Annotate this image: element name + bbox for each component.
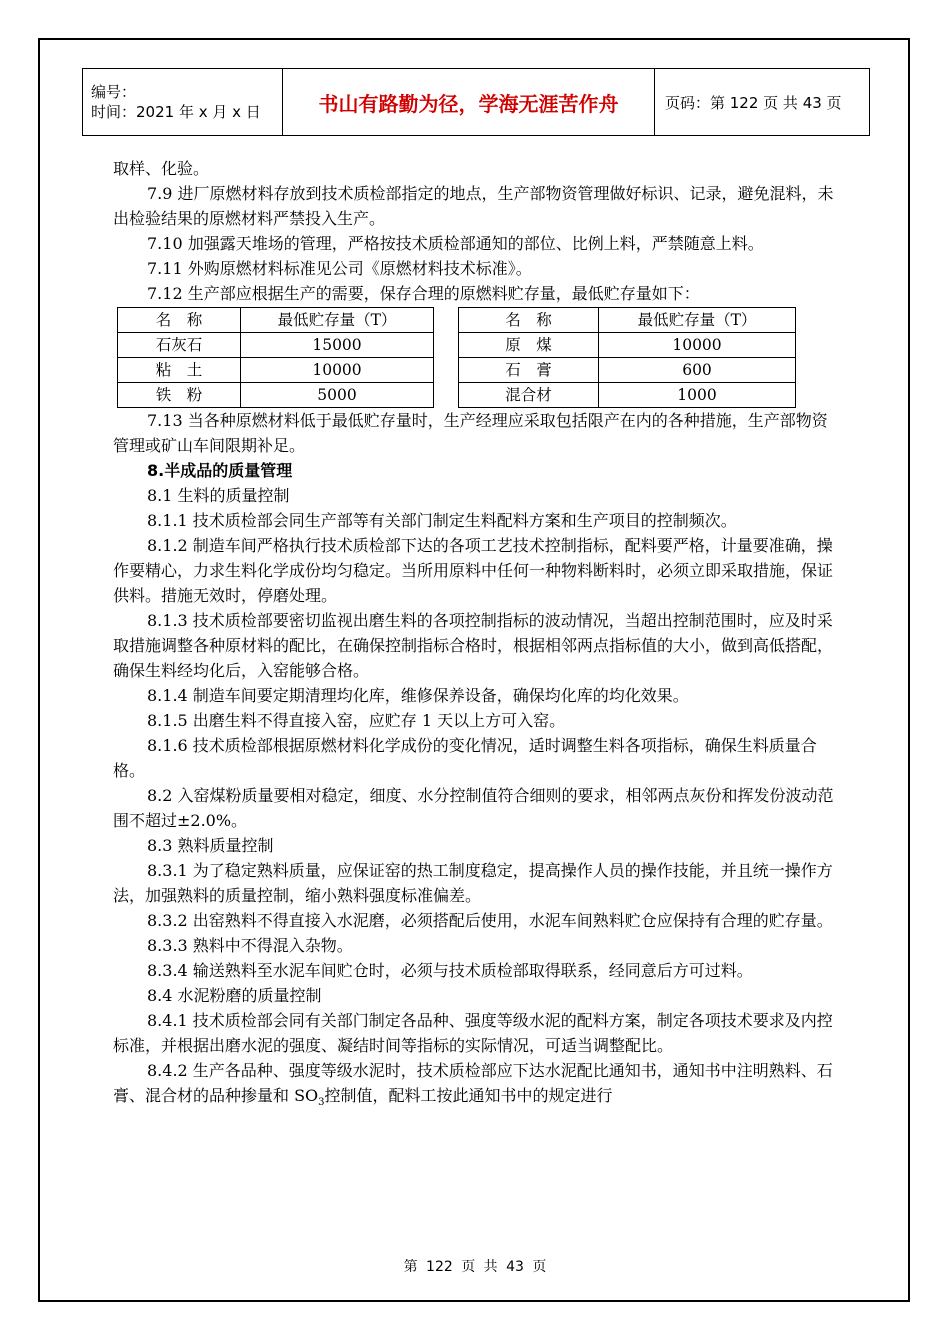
- paragraph: 8.4 水泥粉磨的质量控制: [147, 986, 322, 1005]
- paragraph: 8.3 熟料质量控制: [147, 836, 274, 855]
- table-header-cell: 最低贮存量（T）: [599, 308, 796, 333]
- header-page-label: 页码：第 122 页 共 43 页: [665, 93, 842, 112]
- header-meta: [83, 69, 283, 135]
- paragraph: 7.10 加强露天堆场的管理，严格按技术质检部通知的部位、比例上料，严禁随意上料。: [147, 234, 764, 253]
- table-cell: 混合材: [459, 383, 599, 408]
- paragraph: 8.1.6 技术质检部根据原燃材料化学成份的变化情况，适时调整生料各项指标，确保生料质量合格。: [113, 736, 817, 780]
- section-heading: 8.半成品的质量管理: [147, 461, 293, 480]
- paragraph: 8.1.1 技术质检部会同生产部等有关部门制定生料配料方案和生产项目的控制频次。: [147, 511, 737, 530]
- table-cell: 铁 粉: [118, 383, 241, 408]
- paragraph: 8.2 入窑煤粉质量要相对稳定，细度、水分控制值符合细则的要求，相邻两点灰份和挥发份波动范围不超过±2.0%。: [113, 786, 834, 830]
- header-page-info: [655, 69, 869, 135]
- table-row: [118, 383, 434, 408]
- table-header-row: [459, 308, 796, 333]
- paragraph: 8.1.3 技术质检部要密切监视出磨生料的各项控制指标的波动情况，当超出控制范围时，应及时采取措施调整各种原材料的配比，在确保控制指标合格时，根据相邻两点指标值的大小，做到高低搭配，确保生料经均化后，入窑能够合格。: [113, 611, 834, 680]
- table-header-cell: 名 称: [118, 308, 241, 333]
- table-cell: 原 煤: [459, 333, 599, 358]
- paragraph: 8.3.4 输送熟料至水泥车间贮仓时，必须与技术质检部取得联系，经同意后方可过料。: [147, 961, 753, 980]
- table-row: [118, 358, 434, 383]
- paragraph: 8.3.1 为了稳定熟料质量，应保证窑的热工制度稳定，提高操作人员的操作技能，并且统一操作方法，加强熟料的质量控制，缩小熟料强度标准偏差。: [113, 861, 833, 905]
- paragraph: 8.1.5 出磨生料不得直接入窑，应贮存 1 天以上方可入窑。: [147, 711, 566, 730]
- storage-tables: [113, 307, 840, 408]
- paragraph: 8.1.2 制造车间严格执行技术质检部下达的各项工艺技术控制指标，配料要严格，计量要准确，操作要精心，力求生料化学成份均匀稳定。当所用原料中任何一种物料断料时，必须立即采取措施，保证供料。措施无效时，停磨处理。: [113, 536, 834, 605]
- paragraphs-after-table: [113, 408, 840, 1058]
- paragraph: 8.1 生料的质量控制: [147, 486, 290, 505]
- header-motto: [283, 69, 655, 135]
- header-motto-text: 书山有路勤为径，学海无涯苦作舟: [318, 91, 619, 116]
- document-body: [113, 156, 840, 1108]
- paragraph-text-cont: 控制值，配料工按此通知书中的规定进行: [324, 1086, 613, 1105]
- paragraph: 8.3.2 出窑熟料不得直接入水泥磨，必须搭配后使用，水泥车间熟料贮仓应保持有合理的贮存量。: [147, 911, 833, 930]
- page-footer: 第 122 页 共 43 页: [403, 1259, 547, 1275]
- table-cell: 石 膏: [459, 358, 599, 383]
- table-cell: 10000: [599, 333, 796, 358]
- table-cell: 5000: [241, 383, 434, 408]
- table-cell: 15000: [241, 333, 434, 358]
- table-cell: 600: [599, 358, 796, 383]
- paragraph-text: 8.4.2 生产各品种、强度等级水泥时，技术质检部应下达水泥配比通知书，通知书中注明熟料、石膏、混合材的品种掺量和 SO: [113, 1061, 833, 1105]
- paragraphs-before-table: [113, 156, 840, 306]
- table-row: [459, 383, 796, 408]
- table-header-row: [118, 308, 434, 333]
- table-header-cell: 最低贮存量（T）: [241, 308, 434, 333]
- subscript-text: 3: [318, 1097, 325, 1109]
- paragraph: 8.4.1 技术质检部会同有关部门制定各品种、强度等级水泥的配料方案，制定各项技术要求及内控标准，并根据出磨水泥的强度、凝结时间等指标的实际情况，可适当调整配比。: [113, 1011, 833, 1055]
- page-header: [82, 68, 870, 136]
- table-row: [459, 333, 796, 358]
- table-cell: 石灰石: [118, 333, 241, 358]
- storage-table-left: [117, 307, 434, 408]
- storage-table-right: [458, 307, 796, 408]
- table-row: [118, 333, 434, 358]
- header-date: 时间：2021 年 x 月 x 日: [91, 103, 261, 121]
- header-number: 编号：: [91, 83, 137, 101]
- paragraph: 7.13 当各种原燃材料低于最低贮存量时，生产经理应采取包括限产在内的各种措施，生产部物资管理或矿山车间限期补足。: [113, 411, 828, 455]
- table-row: [459, 358, 796, 383]
- paragraph: 取样、化验。: [113, 159, 210, 178]
- table-cell: 10000: [241, 358, 434, 383]
- table-cell: 1000: [599, 383, 796, 408]
- table-cell: 粘 土: [118, 358, 241, 383]
- paragraph: 8.1.4 制造车间要定期清理均化库，维修保养设备，确保均化库的均化效果。: [147, 686, 689, 705]
- paragraph: 7.12 生产部应根据生产的需要，保存合理的原燃料贮存量，最低贮存量如下：: [147, 284, 700, 303]
- table-header-cell: 名 称: [459, 308, 599, 333]
- paragraph: 7.11 外购原燃材料标准见公司《原燃材料技术标准》。: [147, 259, 532, 278]
- paragraph: 8.3.3 熟料中不得混入杂物。: [147, 936, 353, 955]
- paragraph-8-4-2: [113, 1058, 840, 1108]
- paragraph: 7.9 进厂原燃材料存放到技术质检部指定的地点，生产部物资管理做好标识、记录，避免混料，未出检验结果的原燃材料严禁投入生产。: [113, 184, 834, 228]
